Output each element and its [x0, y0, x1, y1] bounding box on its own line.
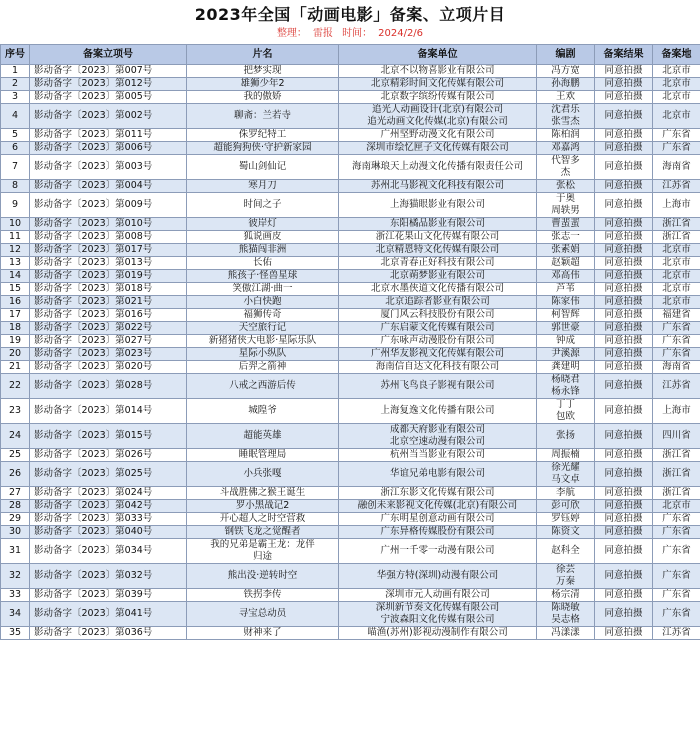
- cell-name: 笑傲江湖·曲一: [187, 283, 339, 296]
- cell-name: 我的兄弟是霸王龙：龙伴 归途: [187, 539, 339, 564]
- cell-code: 影动备字〔2023〕第017号: [30, 244, 187, 257]
- cell-name: 后羿之箭神: [187, 361, 339, 374]
- cell-writer: 张扬: [537, 424, 595, 449]
- cell-no: 3: [1, 91, 30, 104]
- cell-no: 32: [1, 564, 30, 589]
- cell-name: 狐说画皮: [187, 231, 339, 244]
- cell-writer: 赵科全: [537, 539, 595, 564]
- cell-writer: 尹溪源: [537, 348, 595, 361]
- table-row: [1, 244, 700, 257]
- film-table: [0, 44, 700, 640]
- cell-unit: 广东启蒙文化传媒有限公司: [339, 322, 537, 335]
- cell-writer: 柯智辉: [537, 309, 595, 322]
- cell-result: 同意拍摄: [595, 361, 653, 374]
- cell-result: 同意拍摄: [595, 335, 653, 348]
- cell-place: 江苏省: [653, 374, 700, 399]
- cell-unit: 广州坚野动漫文化有限公司: [339, 129, 537, 142]
- cell-result: 同意拍摄: [595, 244, 653, 257]
- cell-name: 新猪猪侠大电影·星际乐队: [187, 335, 339, 348]
- cell-result: 同意拍摄: [595, 348, 653, 361]
- table-row: [1, 142, 700, 155]
- cell-place: 浙江省: [653, 487, 700, 500]
- cell-unit: 融创未来影视文化传媒(北京)有限公司: [339, 500, 537, 513]
- cell-code: 影动备字〔2023〕第032号: [30, 564, 187, 589]
- cell-unit: 上海复逸文化传播有限公司: [339, 399, 537, 424]
- cell-no: 5: [1, 129, 30, 142]
- cell-place: 广东省: [653, 129, 700, 142]
- cell-writer: 钟成: [537, 335, 595, 348]
- cell-code: 影动备字〔2023〕第005号: [30, 91, 187, 104]
- cell-code: 影动备字〔2023〕第004号: [30, 180, 187, 193]
- cell-unit: 广州华友影视文化传媒有限公司: [339, 348, 537, 361]
- cell-place: 福建省: [653, 309, 700, 322]
- cell-unit: 追光人动画设计(北京)有限公司 追光动画文化传媒(北京)有限公司: [339, 104, 537, 129]
- cell-unit: 东阳橘品影业有限公司: [339, 218, 537, 231]
- table-row: [1, 270, 700, 283]
- cell-name: 财神来了: [187, 627, 339, 640]
- cell-code: 影动备字〔2023〕第016号: [30, 309, 187, 322]
- cell-writer: 张志一: [537, 231, 595, 244]
- cell-place: 广东省: [653, 589, 700, 602]
- organizer-label: 整理：: [276, 28, 307, 39]
- time: 2024/2/6: [378, 28, 424, 39]
- cell-unit: 北京数字缤纷传媒有限公司: [339, 91, 537, 104]
- cell-code: 影动备字〔2023〕第008号: [30, 231, 187, 244]
- time-label: 时间：: [342, 28, 373, 39]
- cell-name: 福狮传奇: [187, 309, 339, 322]
- cell-writer: 郭世豪: [537, 322, 595, 335]
- cell-name: 钢铁飞龙之觉醒者: [187, 526, 339, 539]
- cell-no: 34: [1, 602, 30, 627]
- cell-result: 同意拍摄: [595, 91, 653, 104]
- table-row: [1, 462, 700, 487]
- cell-name: 蜀山剑仙记: [187, 155, 339, 180]
- cell-unit: 北京不以物喜影业有限公司: [339, 65, 537, 78]
- page-title: 2023年全国「动画电影」备案、立项片目: [194, 5, 506, 24]
- cell-name: 铁拐李传: [187, 589, 339, 602]
- cell-unit: 杭州当当影业有限公司: [339, 449, 537, 462]
- table-row: [1, 526, 700, 539]
- table-row: [1, 487, 700, 500]
- table-row: [1, 348, 700, 361]
- cell-place: 北京市: [653, 65, 700, 78]
- cell-unit: 北京精彩时间文化传媒有限公司: [339, 78, 537, 91]
- cell-result: 同意拍摄: [595, 526, 653, 539]
- cell-no: 25: [1, 449, 30, 462]
- table-row: [1, 627, 700, 640]
- cell-writer: 冯方宽: [537, 65, 595, 78]
- cell-no: 18: [1, 322, 30, 335]
- cell-code: 影动备字〔2023〕第020号: [30, 361, 187, 374]
- cell-writer: 李航: [537, 487, 595, 500]
- cell-place: 广东省: [653, 322, 700, 335]
- cell-code: 影动备字〔2023〕第028号: [30, 374, 187, 399]
- cell-no: 17: [1, 309, 30, 322]
- cell-writer: 陈家伟: [537, 296, 595, 309]
- cell-no: 26: [1, 462, 30, 487]
- cell-name: 开心超人之时空营救: [187, 513, 339, 526]
- cell-name: 八戒之西游后传: [187, 374, 339, 399]
- cell-name: 小白快跑: [187, 296, 339, 309]
- cell-no: 24: [1, 424, 30, 449]
- table-body: [1, 65, 700, 640]
- cell-result: 同意拍摄: [595, 500, 653, 513]
- table-row: [1, 257, 700, 270]
- table-row: [1, 218, 700, 231]
- cell-code: 影动备字〔2023〕第027号: [30, 335, 187, 348]
- cell-name: 时间之子: [187, 193, 339, 218]
- table-row: [1, 104, 700, 129]
- cell-writer: 王欢: [537, 91, 595, 104]
- cell-result: 同意拍摄: [595, 309, 653, 322]
- cell-writer: 张松: [537, 180, 595, 193]
- cell-place: 广东省: [653, 564, 700, 589]
- cell-no: 12: [1, 244, 30, 257]
- cell-name: 彼岸灯: [187, 218, 339, 231]
- cell-code: 影动备字〔2023〕第023号: [30, 348, 187, 361]
- cell-result: 同意拍摄: [595, 487, 653, 500]
- cell-no: 28: [1, 500, 30, 513]
- cell-code: 影动备字〔2023〕第007号: [30, 65, 187, 78]
- cell-code: 影动备字〔2023〕第024号: [30, 487, 187, 500]
- cell-unit: 华谊兄弟电影有限公司: [339, 462, 537, 487]
- cell-unit: 广东明星创意动画有限公司: [339, 513, 537, 526]
- cell-no: 27: [1, 487, 30, 500]
- cell-code: 影动备字〔2023〕第034号: [30, 539, 187, 564]
- table-row: [1, 78, 700, 91]
- cell-writer: 代智多 杰: [537, 155, 595, 180]
- cell-place: 北京市: [653, 78, 700, 91]
- cell-place: 上海市: [653, 399, 700, 424]
- cell-no: 16: [1, 296, 30, 309]
- cell-no: 31: [1, 539, 30, 564]
- cell-result: 同意拍摄: [595, 424, 653, 449]
- cell-result: 同意拍摄: [595, 374, 653, 399]
- cell-no: 29: [1, 513, 30, 526]
- cell-place: 北京市: [653, 270, 700, 283]
- cell-result: 同意拍摄: [595, 462, 653, 487]
- cell-no: 4: [1, 104, 30, 129]
- cell-name: 斗战胜佛之猴王诞生: [187, 487, 339, 500]
- cell-unit: 苏州北马影视文化科技有限公司: [339, 180, 537, 193]
- cell-name: 我的傲娇: [187, 91, 339, 104]
- cell-code: 影动备字〔2023〕第018号: [30, 283, 187, 296]
- cell-no: 19: [1, 335, 30, 348]
- cell-code: 影动备字〔2023〕第006号: [30, 142, 187, 155]
- cell-place: 广东省: [653, 602, 700, 627]
- cell-result: 同意拍摄: [595, 218, 653, 231]
- cell-name: 雄狮少年2: [187, 78, 339, 91]
- cell-code: 影动备字〔2023〕第021号: [30, 296, 187, 309]
- cell-writer: 孙海鹏: [537, 78, 595, 91]
- cell-no: 11: [1, 231, 30, 244]
- cell-no: 6: [1, 142, 30, 155]
- cell-name: 熊孩子·怪兽星球: [187, 270, 339, 283]
- cell-unit: 海南琳琅天上动漫文化传播有限责任公司: [339, 155, 537, 180]
- cell-no: 2: [1, 78, 30, 91]
- cell-unit: 厦门风云科技股份有限公司: [339, 309, 537, 322]
- cell-no: 22: [1, 374, 30, 399]
- cell-result: 同意拍摄: [595, 270, 653, 283]
- cell-place: 浙江省: [653, 218, 700, 231]
- cell-place: 上海市: [653, 193, 700, 218]
- cell-no: 8: [1, 180, 30, 193]
- table-row: [1, 231, 700, 244]
- cell-name: 罗小黑战记2: [187, 500, 339, 513]
- cell-place: 北京市: [653, 283, 700, 296]
- cell-no: 23: [1, 399, 30, 424]
- cell-no: 21: [1, 361, 30, 374]
- cell-result: 同意拍摄: [595, 129, 653, 142]
- table-row: [1, 322, 700, 335]
- cell-result: 同意拍摄: [595, 602, 653, 627]
- cell-place: 广东省: [653, 539, 700, 564]
- column-header: 编剧: [537, 45, 595, 65]
- cell-writer: 陈柏润: [537, 129, 595, 142]
- cell-place: 浙江省: [653, 449, 700, 462]
- cell-unit: 北京水墨侠道文化传播有限公司: [339, 283, 537, 296]
- table-row: [1, 513, 700, 526]
- cell-unit: 上海猫眼影业有限公司: [339, 193, 537, 218]
- cell-place: 北京市: [653, 500, 700, 513]
- cell-unit: 北京青春正好科技有限公司: [339, 257, 537, 270]
- cell-result: 同意拍摄: [595, 231, 653, 244]
- cell-place: 四川省: [653, 424, 700, 449]
- cell-code: 影动备字〔2023〕第013号: [30, 257, 187, 270]
- cell-place: 北京市: [653, 296, 700, 309]
- cell-writer: 徐芸 万秦: [537, 564, 595, 589]
- cell-code: 影动备字〔2023〕第011号: [30, 129, 187, 142]
- cell-code: 影动备字〔2023〕第002号: [30, 104, 187, 129]
- table-row: [1, 361, 700, 374]
- cell-no: 10: [1, 218, 30, 231]
- cell-writer: 于奥 周轶男: [537, 193, 595, 218]
- table-row: [1, 500, 700, 513]
- cell-place: 浙江省: [653, 462, 700, 487]
- cell-code: 影动备字〔2023〕第042号: [30, 500, 187, 513]
- table-row: [1, 129, 700, 142]
- cell-result: 同意拍摄: [595, 193, 653, 218]
- cell-result: 同意拍摄: [595, 564, 653, 589]
- cell-place: 北京市: [653, 104, 700, 129]
- cell-code: 影动备字〔2023〕第012号: [30, 78, 187, 91]
- cell-result: 同意拍摄: [595, 399, 653, 424]
- cell-unit: 广东异格传媒股份有限公司: [339, 526, 537, 539]
- cell-unit: 广州一千零一动漫有限公司: [339, 539, 537, 564]
- cell-result: 同意拍摄: [595, 322, 653, 335]
- cell-writer: 彭可欣: [537, 500, 595, 513]
- cell-place: 广东省: [653, 513, 700, 526]
- cell-unit: 北京追踪者影业有限公司: [339, 296, 537, 309]
- cell-result: 同意拍摄: [595, 104, 653, 129]
- cell-unit: 浙江花果山文化传媒有限公司: [339, 231, 537, 244]
- column-header: 备案单位: [339, 45, 537, 65]
- cell-unit: 浙江东影文化传媒有限公司: [339, 487, 537, 500]
- table-row: [1, 449, 700, 462]
- cell-code: 影动备字〔2023〕第019号: [30, 270, 187, 283]
- cell-no: 33: [1, 589, 30, 602]
- table-row: [1, 539, 700, 564]
- cell-writer: 芦苇: [537, 283, 595, 296]
- cell-writer: 丁丁 包欧: [537, 399, 595, 424]
- cell-unit: 深圳新节奏文化传媒有限公司 宁波森阳文化传媒有限公司: [339, 602, 537, 627]
- column-header: 备案立项号: [30, 45, 187, 65]
- table-row: [1, 424, 700, 449]
- cell-unit: 海南信自达文化科技有限公司: [339, 361, 537, 374]
- cell-place: 广东省: [653, 348, 700, 361]
- cell-code: 影动备字〔2023〕第022号: [30, 322, 187, 335]
- cell-result: 同意拍摄: [595, 180, 653, 193]
- organizer: 雷报: [312, 28, 333, 39]
- cell-result: 同意拍摄: [595, 65, 653, 78]
- cell-name: 熊出没·逆转时空: [187, 564, 339, 589]
- cell-code: 影动备字〔2023〕第036号: [30, 627, 187, 640]
- cell-unit: 苏州飞鸟良子影视有限公司: [339, 374, 537, 399]
- cell-no: 35: [1, 627, 30, 640]
- cell-name: 把梦实现: [187, 65, 339, 78]
- cell-name: 超能狗狗侠·守护新家园: [187, 142, 339, 155]
- cell-unit: 喵渔(苏州)影视动漫制作有限公司: [339, 627, 537, 640]
- cell-code: 影动备字〔2023〕第039号: [30, 589, 187, 602]
- cell-place: 北京市: [653, 91, 700, 104]
- cell-no: 13: [1, 257, 30, 270]
- cell-writer: 罗钰婷: [537, 513, 595, 526]
- cell-result: 同意拍摄: [595, 155, 653, 180]
- cell-no: 7: [1, 155, 30, 180]
- cell-unit: 广东咏声动漫股份有限公司: [339, 335, 537, 348]
- cell-code: 影动备字〔2023〕第026号: [30, 449, 187, 462]
- cell-unit: 成都天府影业有限公司 北京空速动漫有限公司: [339, 424, 537, 449]
- cell-name: 熊猫闯非洲: [187, 244, 339, 257]
- cell-place: 江苏省: [653, 627, 700, 640]
- cell-no: 1: [1, 65, 30, 78]
- cell-result: 同意拍摄: [595, 283, 653, 296]
- cell-place: 海南省: [653, 155, 700, 180]
- cell-code: 影动备字〔2023〕第009号: [30, 193, 187, 218]
- cell-result: 同意拍摄: [595, 78, 653, 91]
- table-row: [1, 602, 700, 627]
- cell-name: 小兵张嘎: [187, 462, 339, 487]
- cell-place: 江苏省: [653, 180, 700, 193]
- cell-writer: 邓嘉鸿: [537, 142, 595, 155]
- cell-result: 同意拍摄: [595, 449, 653, 462]
- cell-place: 北京市: [653, 244, 700, 257]
- cell-writer: 徐光耀 马文卓: [537, 462, 595, 487]
- cell-name: 寒月刀: [187, 180, 339, 193]
- cell-writer: 张素娟: [537, 244, 595, 257]
- cell-name: 超能英雄: [187, 424, 339, 449]
- cell-code: 影动备字〔2023〕第003号: [30, 155, 187, 180]
- cell-result: 同意拍摄: [595, 539, 653, 564]
- table-row: [1, 399, 700, 424]
- table-row: [1, 155, 700, 180]
- cell-unit: 深圳市绘忆匣子文化传媒有限公司: [339, 142, 537, 155]
- table-row: [1, 296, 700, 309]
- column-header: 备案结果: [595, 45, 653, 65]
- cell-result: 同意拍摄: [595, 257, 653, 270]
- cell-result: 同意拍摄: [595, 589, 653, 602]
- cell-place: 广东省: [653, 526, 700, 539]
- table-row: [1, 374, 700, 399]
- table-row: [1, 91, 700, 104]
- table-row: [1, 193, 700, 218]
- column-header: 片名: [187, 45, 339, 65]
- cell-no: 30: [1, 526, 30, 539]
- cell-writer: 杨晓君 杨永锋: [537, 374, 595, 399]
- cell-writer: 曹蜚蜚: [537, 218, 595, 231]
- cell-result: 同意拍摄: [595, 627, 653, 640]
- table-row: [1, 589, 700, 602]
- cell-unit: 北京蒴梦影业有限公司: [339, 270, 537, 283]
- cell-writer: 陈资文: [537, 526, 595, 539]
- cell-unit: 北京精恩特文化传媒有限公司: [339, 244, 537, 257]
- cell-name: 城隍爷: [187, 399, 339, 424]
- cell-writer: 赵颖超: [537, 257, 595, 270]
- cell-code: 影动备字〔2023〕第033号: [30, 513, 187, 526]
- cell-writer: 沈君乐 张雪杰: [537, 104, 595, 129]
- cell-name: 侏罗纪特工: [187, 129, 339, 142]
- cell-writer: 冯漾漾: [537, 627, 595, 640]
- cell-result: 同意拍摄: [595, 513, 653, 526]
- cell-name: 长佑: [187, 257, 339, 270]
- cell-place: 广东省: [653, 142, 700, 155]
- table-row: [1, 65, 700, 78]
- cell-result: 同意拍摄: [595, 142, 653, 155]
- cell-code: 影动备字〔2023〕第010号: [30, 218, 187, 231]
- cell-no: 20: [1, 348, 30, 361]
- cell-place: 北京市: [653, 257, 700, 270]
- cell-code: 影动备字〔2023〕第041号: [30, 602, 187, 627]
- cell-name: 星际小纵队: [187, 348, 339, 361]
- table-row: [1, 180, 700, 193]
- cell-unit: 深圳市元人动画有限公司: [339, 589, 537, 602]
- subtitle: [0, 27, 700, 44]
- table-row: [1, 335, 700, 348]
- cell-writer: 龚建明: [537, 361, 595, 374]
- table-header-row: [1, 45, 700, 65]
- cell-name: 睡眠管理局: [187, 449, 339, 462]
- cell-no: 14: [1, 270, 30, 283]
- cell-result: 同意拍摄: [595, 296, 653, 309]
- cell-writer: 陈晓敏 吴志格: [537, 602, 595, 627]
- cell-writer: 杨宗清: [537, 589, 595, 602]
- cell-writer: 邓高伟: [537, 270, 595, 283]
- cell-place: 浙江省: [653, 231, 700, 244]
- cell-place: 广东省: [653, 335, 700, 348]
- table-row: [1, 283, 700, 296]
- cell-code: 影动备字〔2023〕第015号: [30, 424, 187, 449]
- cell-code: 影动备字〔2023〕第025号: [30, 462, 187, 487]
- column-header: 序号: [1, 45, 30, 65]
- cell-name: 天空旅行记: [187, 322, 339, 335]
- cell-code: 影动备字〔2023〕第014号: [30, 399, 187, 424]
- cell-no: 15: [1, 283, 30, 296]
- cell-name: 聊斋：兰若寺: [187, 104, 339, 129]
- cell-no: 9: [1, 193, 30, 218]
- column-header: 备案地: [653, 45, 700, 65]
- cell-writer: 周振楠: [537, 449, 595, 462]
- table-row: [1, 564, 700, 589]
- cell-name: 寻宝总动员: [187, 602, 339, 627]
- cell-place: 海南省: [653, 361, 700, 374]
- table-row: [1, 309, 700, 322]
- cell-code: 影动备字〔2023〕第040号: [30, 526, 187, 539]
- cell-unit: 华强方特(深圳)动漫有限公司: [339, 564, 537, 589]
